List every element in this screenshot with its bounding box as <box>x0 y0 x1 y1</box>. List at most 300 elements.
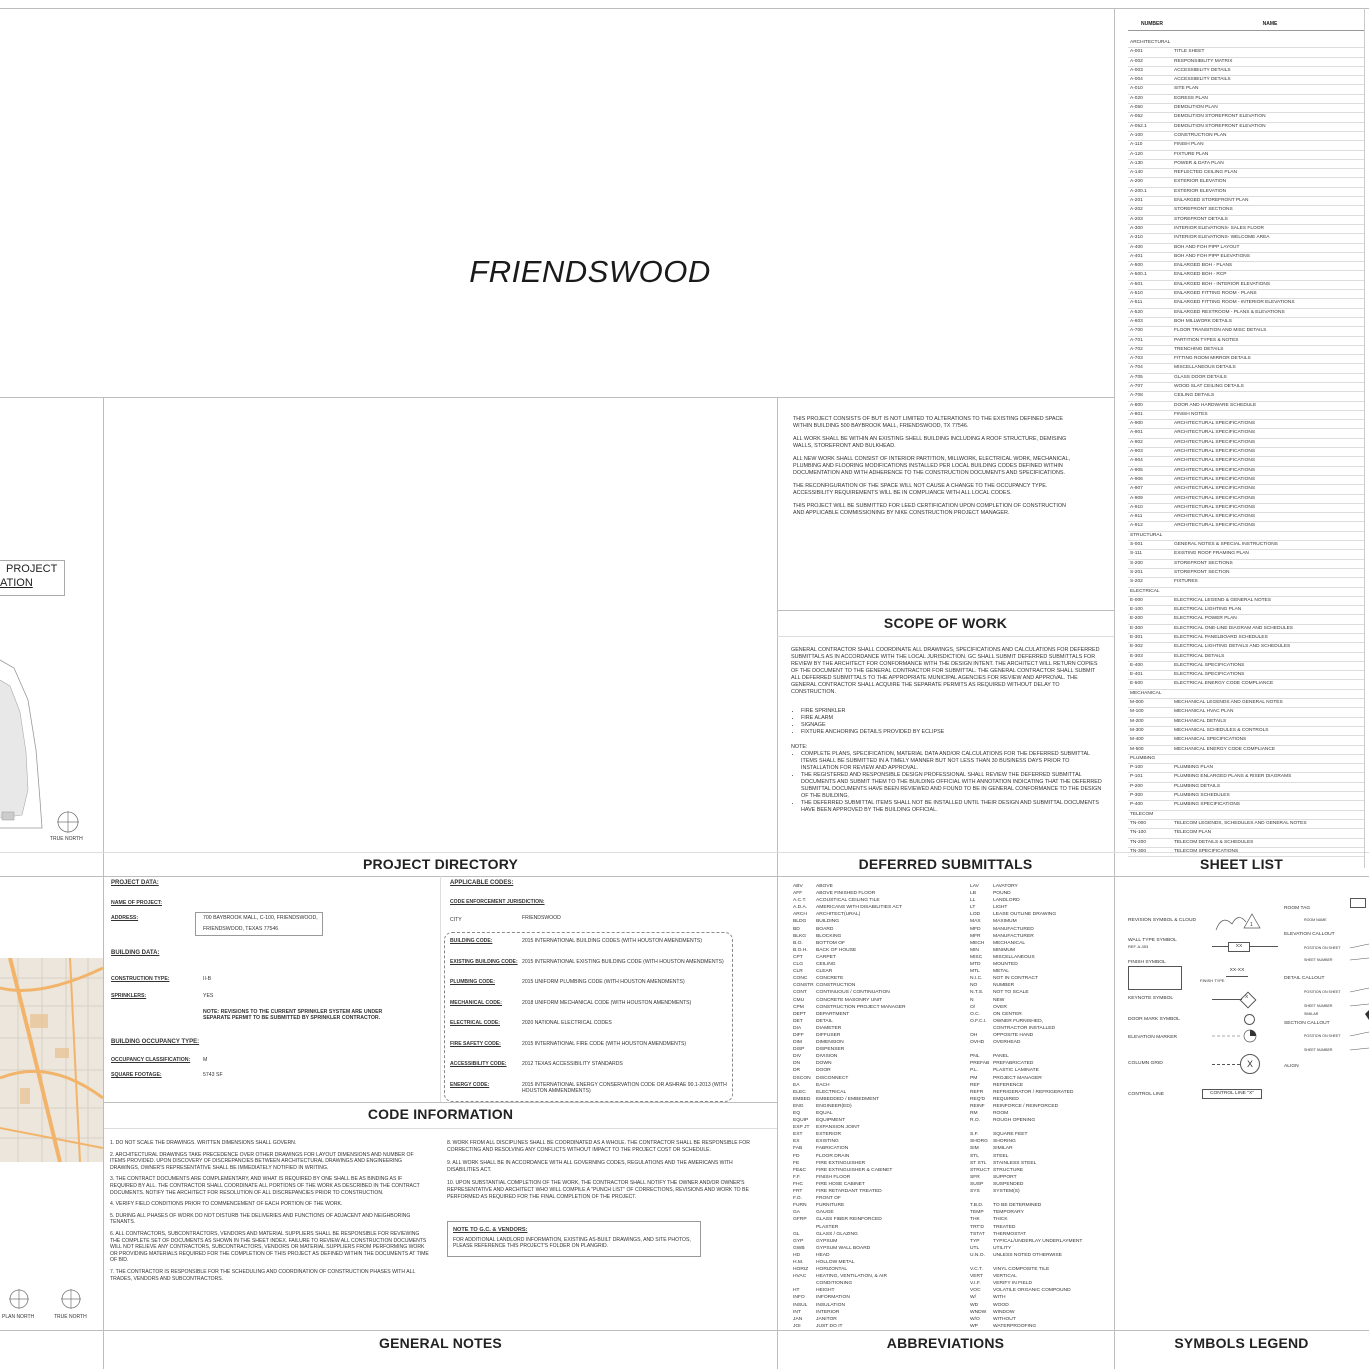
abbreviation-row <box>970 1053 1110 1060</box>
sheet-name: ARCHITECTURAL SPECIFICATIONS <box>1174 430 1256 436</box>
code-value: 2015 INTERNATIONAL EXISTING BUILDING CODE (WITH HOUSTON AMENDMENTS) <box>522 958 724 965</box>
abbreviation-row <box>793 1216 963 1223</box>
sheet-number: TN-200 <box>1130 839 1146 845</box>
sheet-name: ELECTRICAL DETAILS <box>1174 653 1225 659</box>
sheet-list-rows <box>1128 31 1364 857</box>
code-value: 2015 UNIFORM PLUMBING CODE (WITH HOUSTON AMENDMENTS) <box>522 979 685 985</box>
abbr-key: P.L. <box>970 1068 979 1074</box>
header-number: NUMBER <box>1141 21 1163 27</box>
abbr-key: BLDG <box>793 919 807 925</box>
sheet-row <box>1128 634 1364 643</box>
sheet-name: DEMOLITION PLAN <box>1174 105 1218 111</box>
vendor-text: FOR ADDITIONAL LANDLORD INFORMATION, EXISTING AS-BUILT DRAWINGS, AND SITE PHOTOS, PLEASE REFERENCE THIS PROJECT'S FOLDER ON PLANGRID. <box>453 1237 691 1249</box>
abbr-key: EA <box>793 1082 800 1088</box>
sheet-row <box>1128 104 1364 113</box>
abbr-meaning: EXPANSION JOINT <box>816 1125 860 1131</box>
abbreviation-row <box>970 911 1110 918</box>
sprinklers-label: SPRINKLERS: <box>111 993 147 999</box>
divider-scope <box>777 610 1114 611</box>
abbr-meaning: PROJECT MANAGER <box>993 1075 1042 1081</box>
sheet-name: STOREFRONT DETAILS <box>1174 216 1228 222</box>
sheet-row <box>1128 337 1364 346</box>
code-split <box>440 876 441 1102</box>
abbr-meaning: NUMBER <box>993 983 1015 989</box>
abbreviation-row <box>970 1252 1110 1259</box>
wall-type-label: WALL TYPE SYMBOL <box>1128 938 1177 943</box>
deferred-item: • FIRE ALARM <box>801 715 1103 722</box>
sheet-row <box>1128 67 1364 76</box>
true-north-label: TRUE NORTH <box>50 836 83 842</box>
sheet-row <box>1128 522 1364 531</box>
sheet-row <box>1128 662 1364 671</box>
position-on-sheet-2: POSITION ON SHEET <box>1304 990 1341 994</box>
abbreviation-row <box>793 1195 963 1202</box>
abbr-meaning: FABRICATION <box>816 1146 849 1152</box>
abbr-meaning: TEMPORARY <box>993 1210 1024 1216</box>
abbreviation-row <box>970 1039 1110 1046</box>
abbreviation-row <box>970 918 1110 925</box>
sheet-number: M-000 <box>1130 700 1144 706</box>
abbr-key: WP <box>970 1323 978 1329</box>
abbr-key <box>970 1046 993 1053</box>
abbr-key: W/ <box>970 1295 976 1301</box>
sheet-number: A-511 <box>1130 300 1143 306</box>
sheet-name: EGRESS PLAN <box>1174 95 1208 101</box>
abbreviation-row <box>793 926 963 933</box>
abbr-key: NO <box>970 983 978 989</box>
abbreviation-row <box>793 1004 963 1011</box>
divider-row2 <box>0 876 1369 877</box>
sheet-name: ARCHITECTURAL SPECIFICATIONS <box>1174 486 1256 492</box>
sheet-name: ELECTRICAL LIGHTING DETAILS AND SCHEDULES <box>1174 644 1291 650</box>
sheet-name: ELECTRICAL ENERGY CODE COMPLIANCE <box>1174 681 1274 687</box>
code-label: ENERGY CODE: <box>450 1081 490 1088</box>
sheet-name: FITTING ROOM MIRROR DETAILS <box>1174 356 1251 362</box>
abbreviation-row <box>970 883 1110 890</box>
abbr-meaning: FIRE HOSE CABINET <box>816 1181 865 1187</box>
sheet-row <box>1128 392 1364 401</box>
abbr-meaning: DOOR <box>816 1068 831 1074</box>
sheet-number: A-202 <box>1130 207 1143 213</box>
abbreviation-row <box>970 954 1110 961</box>
code-value: 2018 UNIFORM MECHANICAL CODE (WITH HOUSTON AMENDMENTS) <box>522 999 692 1006</box>
abbr-meaning: SHORING <box>993 1139 1016 1145</box>
abbr-key <box>970 1195 993 1202</box>
divider-left <box>103 397 104 1369</box>
sheet-number: E-400 <box>1130 662 1143 668</box>
abbr-key: BD <box>793 926 800 932</box>
code-row <box>450 1020 730 1041</box>
abbreviation-row <box>793 1231 963 1238</box>
abbr-key: EX <box>793 1139 800 1145</box>
abbr-meaning: GYPSUM WALL BOARD <box>816 1245 871 1251</box>
sheet-category-row <box>1128 811 1364 820</box>
sheet-number: A-501 <box>1130 281 1143 287</box>
sheet-number: S-001 <box>1130 542 1143 548</box>
sheet-number: A-903 <box>1130 449 1143 455</box>
sheet-row <box>1128 374 1364 383</box>
sheet-row <box>1128 746 1364 755</box>
project-label-2: ATION <box>0 577 33 589</box>
room-tag-label: ROOM TAG <box>1284 906 1311 911</box>
abbr-key: PM <box>970 1075 978 1081</box>
sheet-name: REFLECTED CEILING PLAN <box>1174 170 1237 176</box>
abbr-key: DIFF <box>793 1032 804 1038</box>
finish-label: FINISH SYMBOL <box>1128 960 1166 965</box>
sheet-number: A-520 <box>1130 309 1143 315</box>
abbr-meaning: BOTTOM OF <box>816 940 845 946</box>
general-notes-right <box>447 1140 759 1200</box>
sheet-row <box>1128 513 1364 522</box>
abbr-meaning: FRONT OF <box>816 1196 841 1202</box>
sheet-number: E-100 <box>1130 607 1143 613</box>
abbr-column-1 <box>793 883 963 1330</box>
abbreviation-row <box>970 1273 1110 1280</box>
similar-label: SIMILAR <box>1304 1012 1319 1016</box>
abbr-meaning: HOLLOW METAL <box>816 1259 855 1265</box>
symbols-legend-title: SYMBOLS LEGEND <box>1174 1335 1309 1351</box>
keynote-tag: X <box>1245 995 1249 1000</box>
abbr-key: LAV <box>970 884 979 889</box>
abbr-meaning: EXISTING <box>816 1139 839 1145</box>
sheet-name: DOOR AND HARDWARE SCHEDULE <box>1174 402 1257 408</box>
abbr-meaning: EMBEDDED / EMBEDMENT <box>816 1096 880 1102</box>
abbreviation-row <box>793 1131 963 1138</box>
sheet-name: ENLARGED BOH - PLANS <box>1174 263 1233 269</box>
abbr-key: U.N.O. <box>970 1252 985 1258</box>
abbr-meaning: CONSTRUCTION PROJECT MANAGER <box>816 1004 906 1010</box>
sheet-number: A-703 <box>1130 356 1143 362</box>
sheet-row <box>1128 699 1364 708</box>
sheet-name: ENLARGED BOH - INTERIOR ELEVATIONS <box>1174 281 1271 287</box>
sheet-row <box>1128 76 1364 85</box>
occupancy-value: M <box>203 1057 208 1063</box>
abbr-key: CLG <box>793 962 804 968</box>
deferred-note: • THE REGISTERED AND RESPONSIBLE DESIGN PROFESSIONAL SHALL REVIEW THE DEFERRED SUBMITTAL DOCUMENTS AND SUBMIT THEM TO THE BUILDING OFFICIAL WITH ANNOTATION INDICATING THAT THE DEFERRED SUBMITTAL DOCUMENTS HAVE BEEN REVIEWED AND FOUND TO BE IN GENERAL CONFORMANCE TO THE DESIGN OF THE BUILDING. <box>801 772 1103 800</box>
sheet-number: A-500 <box>1130 263 1143 269</box>
sheet-number: A-902 <box>1130 439 1143 445</box>
abbreviation-row <box>970 1309 1110 1316</box>
north-arrow-icon <box>56 810 80 834</box>
sheet-row <box>1128 485 1364 494</box>
abbreviation-row <box>970 1209 1110 1216</box>
abbreviation-row <box>793 1053 963 1060</box>
abbr-key: LL <box>970 898 976 904</box>
abbr-key: SYS <box>970 1189 980 1195</box>
sheet-row <box>1128 653 1364 662</box>
sheet-category-row <box>1128 755 1364 764</box>
project-location-box <box>0 560 65 596</box>
sheet-number: A-906 <box>1130 476 1143 482</box>
sheet-name: POWER & DATA PLAN <box>1174 160 1224 166</box>
abbreviation-row <box>970 968 1110 975</box>
sheet-row <box>1128 355 1364 364</box>
deferred-note-label: NOTE: <box>791 744 808 750</box>
abbr-meaning: JUST DO IT <box>816 1323 843 1329</box>
abbr-meaning: PLASTER <box>816 1224 839 1230</box>
abbr-key: HVAC <box>793 1274 807 1280</box>
abbreviation-row <box>793 1209 963 1216</box>
abbreviation-row <box>793 904 963 911</box>
abbr-meaning: MECHANICAL <box>993 940 1026 946</box>
abbreviation-row <box>793 933 963 940</box>
abbreviation-row <box>970 1245 1110 1252</box>
sheet-row <box>1128 402 1364 411</box>
scope-p2: ALL WORK SHALL BE WITHIN AN EXISTING SHELL BUILDING INCLUDING A ROOF STRUCTURE, DEMISING WALLS, STOREFRONT AND BULKHEAD. <box>793 436 1067 449</box>
sheet-number: A-912 <box>1130 523 1143 529</box>
sheet-row <box>1128 364 1364 373</box>
abbreviation-row <box>970 1174 1110 1181</box>
sprinklers-value: YES <box>203 993 214 999</box>
sheet-name: TRENCHING DETAILS <box>1174 346 1224 352</box>
project-data-heading: PROJECT DATA: <box>111 880 159 886</box>
sheet-row <box>1128 736 1364 745</box>
project-data <box>111 880 431 1078</box>
sheet-number: TN-100 <box>1130 830 1146 836</box>
abbr-key: A.D.A. <box>793 905 808 911</box>
abbr-key: SUSP <box>970 1181 984 1187</box>
deferred-item: • FIXTURE ANCHORING DETAILS PROVIDED BY ECLIPSE <box>801 729 1103 736</box>
abbr-meaning: HORIZONTAL <box>816 1267 848 1273</box>
divider-row3 <box>0 1330 1369 1331</box>
code-value: 2015 INTERNATIONAL ENERGY CONSERVATION CODE OR ASHRAE 90.1-2013 (WITH HOUSTON AMMENDMENTS) <box>522 1081 727 1094</box>
abbr-key: DIM <box>793 1040 802 1046</box>
column-grid-label: COLUMN GRID <box>1128 1061 1163 1066</box>
abbr-key: MISC <box>970 954 983 960</box>
abbr-key: B.O. <box>793 940 803 946</box>
sheet-row <box>1128 615 1364 624</box>
note-5: 5. DURING ALL PHASES OF WORK DO NOT DISTURB THE DELIVERIES AND FUNCTIONS OF ADJACENT AND NEIGHBORING TENANTS. <box>110 1212 411 1226</box>
abbreviation-row <box>793 1018 963 1025</box>
abbreviations-title: ABBREVIATIONS <box>886 1335 1005 1351</box>
abbr-meaning: SUPPORT <box>993 1174 1017 1180</box>
abbr-meaning: CONDITIONING <box>816 1281 853 1287</box>
code-row <box>450 1082 730 1103</box>
sheet-name: BOH MILLWORK DETAILS <box>1174 318 1232 324</box>
abbr-meaning: OVER <box>993 1004 1007 1010</box>
sheet-number: PLUMBING <box>1130 755 1156 761</box>
sheet-name: EXTERIOR ELEVATION <box>1174 188 1227 194</box>
abbreviation-row <box>970 947 1110 954</box>
abbr-key: MTL <box>970 969 980 975</box>
abbr-key: CPT <box>793 954 803 960</box>
scope-p3: ALL NEW WORK SHALL CONSIST OF INTERIOR PARTITION, MILLWORK, ELECTRICAL WORK, MECHANICAL, PLUMBING AND FLOORING MODIFICATIONS INSTALLED PER LOCAL BUILDING CODES DEFINED WITHIN DOCUMENTATION AND WITH ADHERENCE TO THE CONSTRUCTION DOCUMENTS AND SPECIFICATIONS. <box>793 456 1070 476</box>
door-mark-icon <box>1244 1014 1255 1025</box>
sheet-name: ARCHITECTURAL SPECIFICATIONS <box>1174 504 1256 510</box>
abbr-meaning: VERIFY IN FIELD <box>993 1281 1033 1287</box>
sheet-row <box>1128 290 1364 299</box>
sheet-row <box>1128 773 1364 782</box>
sheet-number: TN-300 <box>1130 848 1146 854</box>
abbr-key: VOC <box>970 1288 981 1294</box>
sheet-name: ARCHITECTURAL SPECIFICATIONS <box>1174 467 1256 473</box>
code-rows <box>450 938 730 1102</box>
abbr-key: REINF <box>970 1103 985 1109</box>
abbreviation-row <box>970 1110 1110 1117</box>
abbreviation-row <box>970 926 1110 933</box>
sheet-row <box>1128 206 1364 215</box>
abbr-key: DIV <box>793 1054 802 1060</box>
plan-north-label: PLAN NORTH <box>2 1314 35 1320</box>
footage-label: SQUARE FOOTAGE: <box>111 1072 162 1078</box>
sheet-list-table <box>1128 18 1364 857</box>
sheet-name: TELECOM LEGENDS, SCHEDULES AND GENERAL NOTES <box>1174 820 1307 826</box>
border-top <box>0 8 1369 9</box>
abbr-key: FURN <box>793 1203 807 1209</box>
sheet-name: MECHANICAL DETAILS <box>1174 718 1227 724</box>
abbr-meaning: OWNER FURNISHED, <box>993 1018 1043 1024</box>
abbr-key: CLR <box>793 969 803 975</box>
sheet-name: ARCHITECTURAL SPECIFICATIONS <box>1174 495 1256 501</box>
abbr-meaning: LEASE OUTLINE DRAWING <box>993 912 1057 918</box>
note-2: 2. ARCHITECTURAL DRAWINGS TAKE PRECEDENCE OVER OTHER DRAWINGS FOR LAYOUT DIMENSIONS AND NUMBER OF ITEMS PROVIDED. UPON DISCOVERY OF DISCREPANCIES BETWEEN ARCHITECTURAL DRAWINGS AND ENGINEERING DRAWINGS, OWNER'S REPRESENTATIVE SHALL BE IMMEDIATELY NOTIFIED IN WRITING. <box>110 1151 414 1171</box>
abbr-key: F.O. <box>793 1196 802 1202</box>
abbr-meaning: PLASTIC LAMINATE <box>993 1068 1039 1074</box>
sheet-row <box>1128 560 1364 569</box>
code-label: PLUMBING CODE: <box>450 979 495 985</box>
abbr-meaning: GLASS FIBER REINFORCED <box>816 1217 882 1223</box>
sheet-name: MECHANICAL HVAC PLAN <box>1174 709 1234 715</box>
abbreviation-row <box>793 1025 963 1032</box>
abbreviation-row <box>970 1011 1110 1018</box>
abbr-key: CONT <box>793 990 807 996</box>
sheet-name: PLUMBING DETAILS <box>1174 783 1221 789</box>
abbreviation-row <box>970 904 1110 911</box>
sheet-row <box>1128 718 1364 727</box>
abbr-meaning: MISCELLANEOUS <box>993 954 1035 960</box>
sheet-number: A-900 <box>1130 421 1143 427</box>
sheet-number: E-000 <box>1130 597 1143 603</box>
abbreviation-row <box>970 1082 1110 1089</box>
deferred-note: • COMPLETE PLANS, SPECIFICATION, MATERIAL DATA AND/OR CALCULATIONS FOR THE DEFERRED SUBMITTAL ITEMS SHALL BE SUBMITTED IN A TIMELY MANNER BUT NOT LESS THAN 30 BUSINESS DAYS PRIOR TO INSTALLATION FOR REVIEW AND APPROVAL. <box>801 751 1103 772</box>
code-info-title: CODE INFORMATION <box>367 1106 514 1122</box>
abbreviation-row <box>970 1145 1110 1152</box>
construction-label: CONSTRUCTION TYPE: <box>111 976 170 982</box>
abbr-key: MECH <box>970 940 985 946</box>
abbreviation-row <box>970 1216 1110 1223</box>
abbr-key: WD <box>970 1302 979 1308</box>
abbr-meaning: MINIMUM <box>993 947 1016 953</box>
sheet-category-row <box>1128 39 1364 48</box>
abbr-key: FD <box>793 1153 800 1159</box>
abbr-key: INT <box>793 1309 801 1315</box>
abbr-meaning: VERTICAL <box>993 1274 1017 1280</box>
abbr-meaning: UTILITY <box>993 1245 1012 1251</box>
abbr-key: TYP <box>970 1238 980 1244</box>
abbr-key: LOD <box>970 912 981 918</box>
abbr-meaning: SUSPENDED <box>993 1181 1024 1187</box>
note-8: 8. WORK FROM ALL DISCIPLINES SHALL BE COORDINATED AS A WHOLE. THE CONTRACTOR SHALL BE RESPONSIBLE FOR CORRECTING AND RESOLVING ANY CONFLICTS WITHOUT IMPACT TO THE PROJECT COST OR SCHEDULE. <box>447 1140 750 1153</box>
abbr-key: FE <box>793 1160 800 1166</box>
sheet-name: ARCHITECTURAL SPECIFICATIONS <box>1174 421 1256 427</box>
sheet-row <box>1128 420 1364 429</box>
sheet-number: E-302 <box>1130 644 1143 650</box>
position-on-sheet-1: POSITION ON SHEET <box>1304 946 1341 950</box>
scope-p4: THE RECONFIGURATION OF THE SPACE WILL NOT CAUSE A CHANGE TO THE OCCUPANCY TYPE. ACCESSIBILITY REQUIREMENTS WILL BE IN COMPLIANCE WITH ALL LOCAL CODES. <box>793 483 1048 496</box>
abbr-key: EXP JT <box>793 1125 810 1131</box>
sheet-name: INTERIOR ELEVATIONS- SALES FLOOR <box>1174 225 1264 231</box>
sheet-name: ENLARGED FITTING ROOM - INTERIOR ELEVATIONS <box>1174 300 1295 306</box>
general-notes-title: GENERAL NOTES <box>379 1335 502 1351</box>
abbr-meaning: CONTRACTOR INSTALLED <box>993 1025 1056 1031</box>
abbr-key: LB <box>970 891 976 897</box>
abbreviation-row <box>793 1096 963 1103</box>
abbreviation-row <box>793 968 963 975</box>
sheet-number: E-401 <box>1130 672 1143 678</box>
sheet-row <box>1128 504 1364 513</box>
true-north-label-2: TRUE NORTH <box>54 1314 87 1320</box>
room-tag-icon <box>1350 898 1366 908</box>
abbr-key: MAX <box>970 919 981 925</box>
abbreviation-row <box>793 1039 963 1046</box>
sheet-number-1: SHEET NUMBER <box>1304 958 1333 962</box>
sheet-row <box>1128 476 1364 485</box>
abbr-key: REF <box>970 1082 980 1088</box>
sheet-row <box>1128 141 1364 150</box>
sheet-number: A-052 <box>1130 114 1143 120</box>
abbr-key: ENG <box>793 1103 804 1109</box>
abbreviation-row <box>970 1316 1110 1323</box>
sheet-row <box>1128 448 1364 457</box>
abbr-meaning: NOT TO SCALE <box>993 990 1029 996</box>
code-row <box>450 1000 730 1021</box>
abbr-key: SHORG <box>970 1139 988 1145</box>
sheet-row <box>1128 578 1364 587</box>
abbreviation-row <box>970 1153 1110 1160</box>
abbreviation-row <box>970 961 1110 968</box>
sheet-category-row <box>1128 690 1364 699</box>
sheet-name: FINISH PLAN <box>1174 142 1204 148</box>
sheet-row <box>1128 541 1364 550</box>
abbreviation-row <box>970 989 1110 996</box>
sheet-number: E-301 <box>1130 635 1143 640</box>
abbr-key: TSTAT <box>970 1231 985 1237</box>
sheet-name: MECHANICAL LEGENDS AND GENERAL NOTES <box>1174 700 1283 706</box>
abbr-meaning: MAXIMUM <box>993 919 1017 925</box>
sheet-number: M-400 <box>1130 737 1144 743</box>
sheet-number: M-100 <box>1130 709 1144 715</box>
code-row <box>450 979 730 1000</box>
abbreviation-row <box>793 918 963 925</box>
abbr-meaning: VINYL COMPOSITE TILE <box>993 1267 1050 1273</box>
sheet-category-row <box>1128 532 1364 541</box>
abbr-meaning: BOARD <box>816 926 834 932</box>
abbr-key: EXT <box>793 1132 803 1138</box>
sheet-row <box>1128 346 1364 355</box>
abbr-key: FHC <box>793 1181 804 1187</box>
abbreviation-row <box>793 1302 963 1309</box>
abbr-meaning: ELECTRICAL <box>816 1089 847 1095</box>
abbreviation-row <box>793 1266 963 1273</box>
room-name-label: ROOM NAME <box>1304 918 1327 922</box>
sheet-number: P-100 <box>1130 765 1143 771</box>
abbreviation-row <box>793 1124 963 1131</box>
vicinity-map <box>0 958 103 1162</box>
sheet-number: A-603 <box>1130 318 1143 324</box>
project-label-1: PROJECT <box>6 563 58 575</box>
sheet-name: DEMOLITION STOREFRONT ELEVATION <box>1174 123 1266 129</box>
abbreviation-row <box>793 1245 963 1252</box>
sheet-row <box>1128 764 1364 773</box>
sheet-row <box>1128 792 1364 801</box>
abbr-key: ABV <box>793 884 803 889</box>
sheet-row <box>1128 113 1364 122</box>
sheet-name: STOREFRONT SECTIONS <box>1174 207 1233 213</box>
sheet-number: A-909 <box>1130 495 1143 501</box>
sheet-row <box>1128 457 1364 466</box>
abbreviation-row <box>970 1323 1110 1330</box>
code-label: ELECTRICAL CODE: <box>450 1020 500 1026</box>
